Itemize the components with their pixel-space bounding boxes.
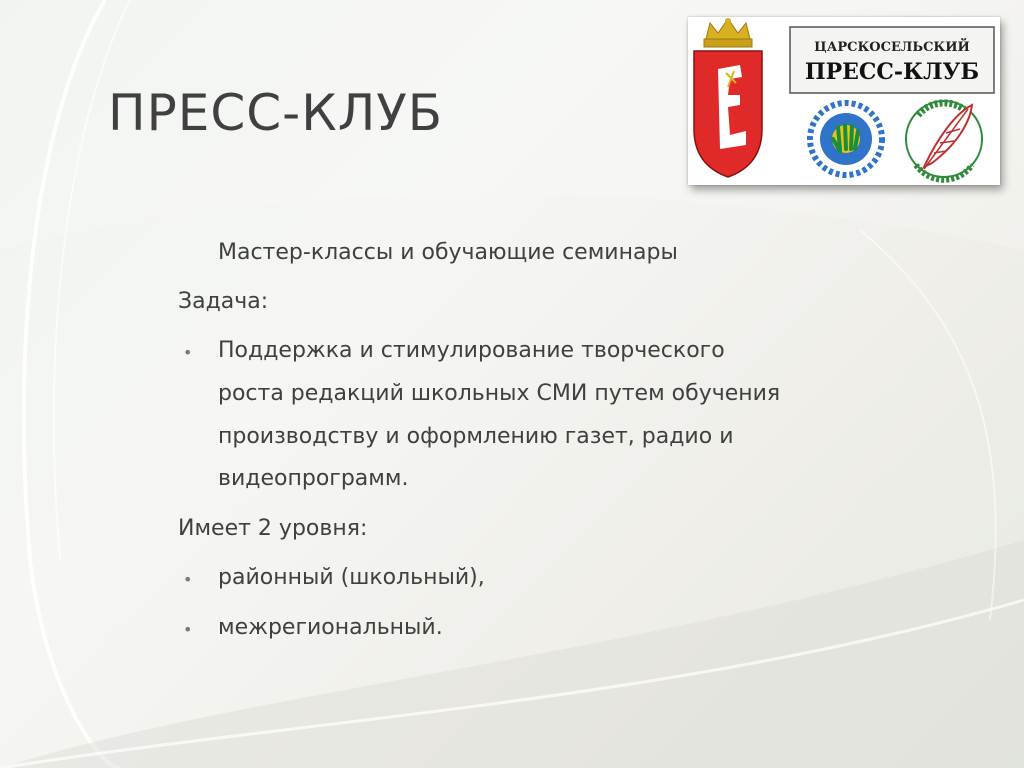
task-text-line: видеопрограмм.	[218, 466, 409, 491]
slide-title: ПРЕСС-КЛУБ	[108, 84, 444, 142]
bullet-marker: •	[183, 570, 193, 589]
level-item: межрегиональный.	[218, 615, 443, 640]
hand-sun-emblem-icon	[810, 103, 882, 175]
task-text-line: Поддержка и стимулирование творческого	[218, 338, 725, 363]
coat-of-arms-icon	[694, 18, 762, 177]
levels-label: Имеет 2 уровня:	[178, 516, 368, 541]
level-item: районный (школьный),	[218, 565, 485, 590]
bullet-marker: •	[183, 343, 193, 362]
logo-banner-line2: ПРЕСС-КЛУБ	[804, 59, 980, 85]
task-text-line: роста редакций школьных СМИ путем обучения	[218, 381, 781, 406]
task-text-line: производству и оформлению газет, радио и	[218, 424, 734, 449]
press-club-logo	[688, 17, 1000, 185]
subtitle-text: Мастер-классы и обучающие семинары	[218, 240, 678, 265]
bullet-marker: •	[183, 620, 193, 639]
logo-banner-line1: ЦАРСКОСЕЛЬСКИЙ	[814, 40, 970, 55]
task-label: Задача:	[178, 289, 269, 314]
young-journalists-quill-icon	[906, 101, 982, 180]
